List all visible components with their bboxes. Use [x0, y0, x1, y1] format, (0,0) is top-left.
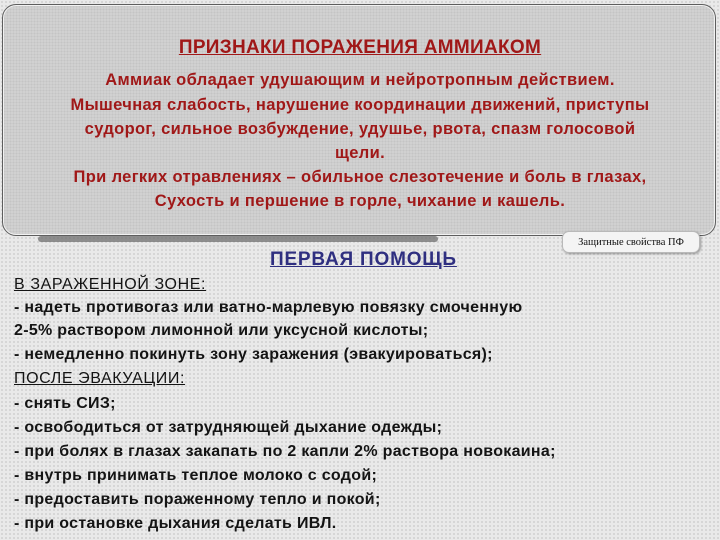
after-item: - при болях в глазах закапать по 2 капли 2% раствора новокаина; — [14, 443, 556, 460]
zone-heading: В ЗАРАЖЕННОЙ ЗОНЕ: — [14, 276, 207, 293]
symptoms-line: щели. — [334, 144, 386, 162]
symptoms-line: Аммиак обладает удушающим и нейротропным действием. — [105, 71, 615, 89]
zone-item: - надеть противогаз или ватно-марлевую повязку смоченную — [14, 299, 523, 316]
symptoms-line: Сухость и першение в горле, чихание и кашель. — [154, 192, 566, 210]
zone-item: 2-5% раствором лимонной или уксусной кислоты; — [14, 322, 429, 339]
zone-item: - немедленно покинуть зону заражения (эвакуироваться); — [14, 346, 493, 363]
symptoms-line: При легких отравлениях – обильное слезотечение и боль в глазах, — [73, 168, 647, 186]
after-item: - освободиться от затрудняющей дыхание одежды; — [14, 419, 443, 436]
after-item: - при остановке дыхания сделать ИВЛ. — [14, 515, 337, 532]
decorative-bar — [38, 236, 438, 242]
symptoms-line: Мышечная слабость, нарушение координации движений, приступы — [70, 96, 650, 114]
first-aid-title: ПЕРВАЯ ПОМОЩЬ — [270, 249, 457, 270]
protective-properties-button[interactable]: Защитные свойства ПФ — [562, 231, 700, 253]
after-item: - снять СИЗ; — [14, 395, 116, 412]
symptoms-panel — [2, 4, 716, 236]
symptoms-title: ПРИЗНАКИ ПОРАЖЕНИЯ АММИАКОМ — [178, 37, 542, 58]
symptoms-line: судорог, сильное возбуждение, удушье, рвота, спазм голосовой — [84, 120, 636, 138]
after-item: - внутрь принимать теплое молоко с содой; — [14, 467, 378, 484]
after-heading: ПОСЛЕ ЭВАКУАЦИИ: — [14, 370, 186, 387]
after-item: - предоставить пораженному тепло и покой; — [14, 491, 381, 508]
